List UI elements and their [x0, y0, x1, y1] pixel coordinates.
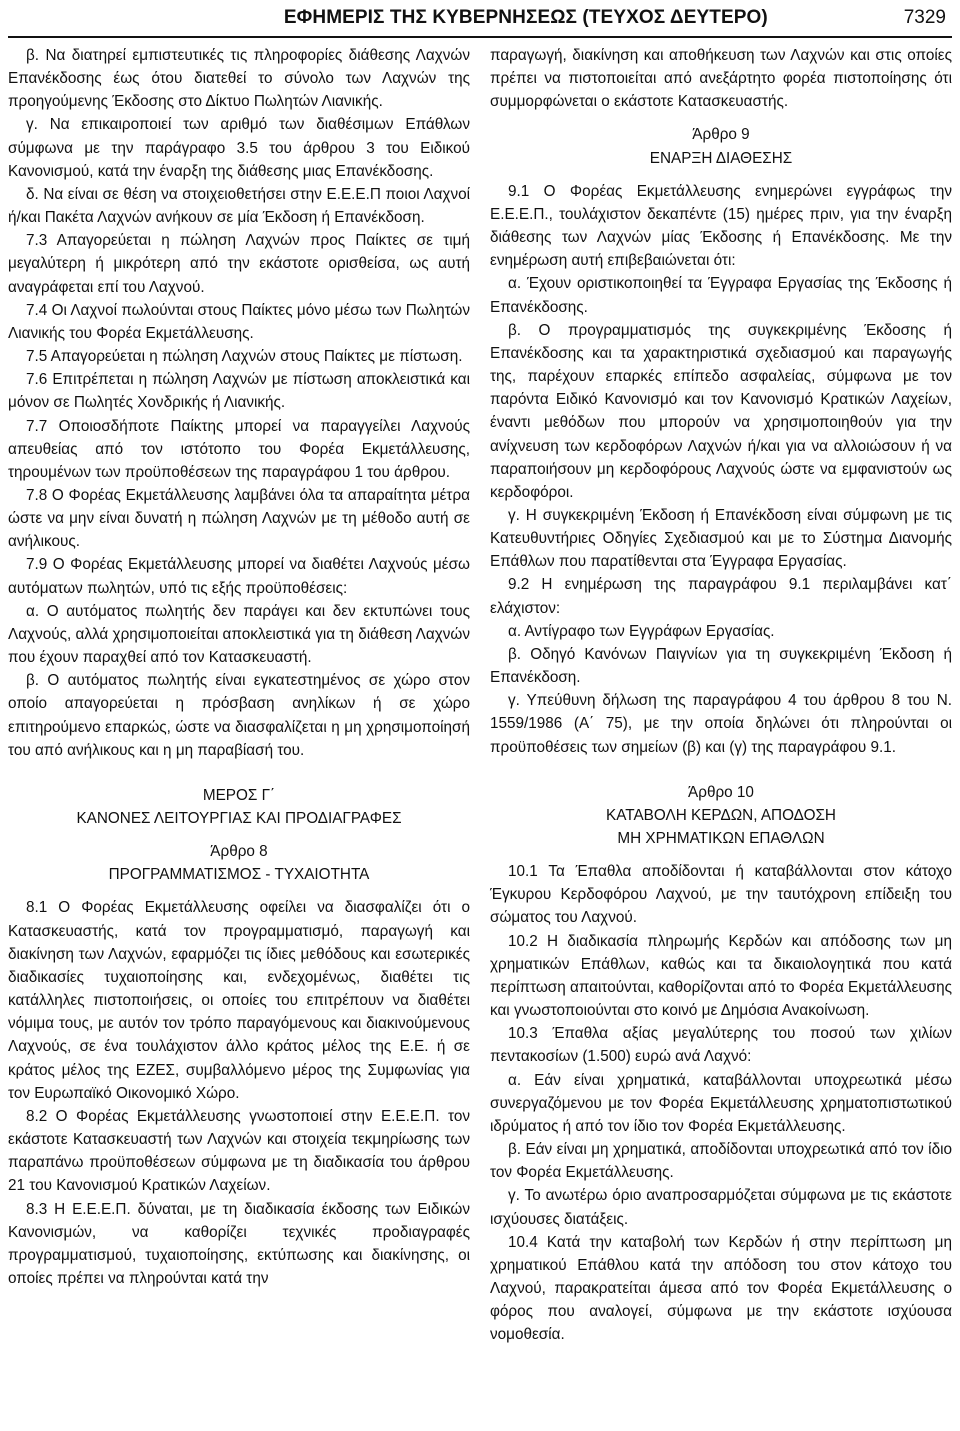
paragraph: 10.3 Έπαθλα αξίας μεγαλύτερης του ποσού των χιλίων πεντακοσίων (1.500) ευρώ ανά Λαχνό: [490, 1025, 952, 1066]
paragraph: γ. Το ανωτέρω όριο αναπροσαρμόζεται σύμφωνα με τις εκάστοτε ισχύουσες διατάξεις. [490, 1187, 952, 1228]
paragraph: 7.4 Οι Λαχνοί πωλούνται στους Παίκτες μόνο μέσω των Πωλητών Λιανικής του Φορέα Εκμετάλλευσης. [8, 301, 470, 342]
paragraph: α. Έχουν οριστικοποιηθεί τα Έγγραφα Εργασίας της Έκδοσης ή Επανέκδοσης. [490, 275, 952, 316]
paragraph: 9.1 Ο Φορέας Εκμετάλλευσης ενημερώνει εγγράφως την Ε.Ε.Ε.Π., τουλάχιστον δεκαπέντε (15) ημέρες πριν, για την έναρξη διάθεσης των Λαχνών μίας Έκδοσης ή Επανέκδοσης. Με την ενημέρωση αυτή επιβεβαιώνεται ότι: [490, 182, 952, 270]
paragraph: 7.3 Απαγορεύεται η πώληση Λαχνών προς Παίκτες σε τιμή μεγαλύτερη ή μικρότερη από την εκάστοτε ορισθείσα, ως αυτή αναγράφεται επί του Λαχνού. [8, 232, 470, 296]
paragraph: 10.2 Η διαδικασία πληρωμής Κερδών και απόδοσης των μη χρηματικών Επάθλων, καθώς και τα δικαιολογητικά που κατά περίπτωση απαιτούνται, καθορίζονται από το Φορέα Εκμετάλλευσης και γνωστοποιούνται στο κοινό με Δημόσια Ανακοίνωση. [490, 932, 952, 1020]
part-heading: ΜΕΡΟΣ Γ΄ [202, 786, 276, 804]
paragraph: 8.3 Η Ε.Ε.Ε.Π. δύναται, με τη διαδικασία έκδοσης των Ειδικών Κανονισμών, να καθορίζει τεχνικές προδιαγραφές προγραμματισμού, τυχαιοποίησης, εκτύπωσης και διακίνησης, οι οποίες πρέπει να πληρούνται κατά την [8, 1200, 470, 1287]
paragraph: γ. Η συγκεκριμένη Έκδοση ή Επανέκδοση είναι σύμφωνη με τις Κατευθυντήριες Οδηγίες Σχεδιασμού και με το Σύστημα Διανομής Επάθλων που παρατίθενται στα Έγγραφα Εργασίας. [490, 506, 952, 571]
article-title: ΕΝΑΡΞΗ ΔΙΑΘΕΣΗΣ [649, 149, 793, 167]
page-header [8, 0, 952, 36]
paragraph: 8.2 Ο Φορέας Εκμετάλλευσης γνωστοποιεί στην Ε.Ε.Ε.Π. τον εκάστοτε Κατασκευαστή των Λαχνών και στοιχεία τεκμηρίωσης των παραπάνω προϋποθέσεων σύμφωνα με τη διαδικασία του άρθρου 21 του Κανονισμού Κρατικών Λαχείων. [8, 1107, 470, 1195]
header-rule [8, 36, 952, 38]
article-heading: Άρθρο 8 [210, 843, 268, 861]
paragraph: γ. Υπεύθυνη δήλωση της παραγράφου 4 του άρθρου 8 του Ν. 1559/1986 (Α΄ 75), με την οποία δηλώνει ότι πληρούνται οι προϋποθέσεις των σημείων (β) και (γ) της παραγράφου 9.1. [490, 692, 952, 756]
paragraph: β. Να διατηρεί εμπιστευτικές τις πληροφορίες διάθεσης Λαχνών Επανέκδοσης έως ότου διατεθεί το σύνολο των Λαχνών της προηγούμενης Έκδοσης στο Δίκτυο Πωλητών Λιανικής. [8, 47, 470, 111]
page-number: 7329 [903, 7, 946, 28]
paragraph: β. Εάν είναι μη χρηματικά, αποδίδονται υποχρεωτικά από τον ίδιο τον Φορέα Εκμετάλλευσης. [490, 1141, 952, 1182]
left-column [8, 44, 470, 1290]
paragraph: β. Ο αυτόματος πωλητής είναι εγκατεστημένος σε χώρο στον οποίο απαγορεύεται η πρόσβαση ανηλίκων ή σε χώρο επιτηρούμενο επαρκώς, ώστε να διασφαλίζεται η μη χρησιμοποίησή του από ανήλικους και η μη παραβίασή του. [8, 672, 470, 759]
paragraph: 8.1 Ο Φορέας Εκμετάλλευσης οφείλει να διασφαλίζει ότι ο Κατασκευαστής, κατά τον προγραμματισμό, παραγωγή και διακίνηση των Λαχνών, εφαρμόζει τις ίδιες μεθόδους και εσωτερικές διαδικασίες τυχαιοποίησης και, ενδεχομένως, διαθέτει τις κατάλληλες πιστοποιήσεις, οι οποίες του επιτρέπουν να διαθέτει νόμιμα τους, με αυτόν τον τρόπο παραγόμενους και διακινούμενους Λαχνούς, σε ένα τουλάχιστον άλλο κράτος μέλος της Ε.Ε. ή σε κράτος μέλος της ΕΖΕΣ, συμβαλλόμενο μέρος της Συμφωνίας για τον Ευρωπαϊκό Οικονομικό Χώρο. [8, 899, 470, 1102]
paragraph: 9.2 Η ενημέρωση της παραγράφου 9.1 περιλαμβάνει κατ΄ ελάχιστον: [490, 576, 952, 617]
paragraph: α. Ο αυτόματος πωλητής δεν παράγει και δεν εκτυπώνει τους Λαχνούς, αλλά χρησιμοποιείται αποκλειστικά για τη διάθεση Λαχνών που έχουν παραχθεί από τον Κατασκευαστή. [8, 602, 470, 667]
paragraph: παραγωγή, διακίνηση και αποθήκευση των Λαχνών και στις οποίες πρέπει να πιστοποιείται από ανεξάρτητο φορέα πιστοποίησης ότι συμμορφώνεται ο εκάστοτε Κατασκευαστής. [490, 47, 952, 111]
article-title: ΠΡΟΓΡΑΜΜΑΤΙΣΜΟΣ - ΤΥΧΑΙΟΤΗΤΑ [108, 866, 370, 884]
paragraph: 7.5 Απαγορεύεται η πώληση Λαχνών στους Παίκτες με πίστωση. [26, 348, 463, 366]
paragraph: 7.8 Ο Φορέας Εκμετάλλευσης λαμβάνει όλα τα απαραίτητα μέτρα ώστε να μην είναι δυνατή η πώληση Λαχνών με τη μέθοδο αυτή σε ανήλικους. [8, 486, 470, 551]
right-column [490, 44, 952, 1346]
gazette-title: ΕΦΗΜΕΡΙΣ ΤΗΣ ΚΥΒΕΡΝΗΣΕΩΣ (ΤΕΥΧΟΣ ΔΕΥΤΕΡΟ) [283, 7, 768, 28]
paragraph: 10.1 Τα Έπαθλα αποδίδονται ή καταβάλλονται στον κάτοχο Έγκυρου Κερδοφόρου Λαχνού, με την ταυτόχρονη επίδειξη του σώματος του Λαχνού. [490, 863, 952, 927]
article-heading: Άρθρο 9 [692, 126, 750, 144]
paragraph: γ. Να επικαιροποιεί των αριθμό των διαθέσιμων Επάθλων σύμφωνα με την παράγραφο 3.5 του άρθρου 3 του Ειδικού Κανονισμού, κατά την έναρξη της διάθεσης μιας Επανέκδοσης. [8, 116, 470, 180]
paragraph: β. Ο προγραμματισμός της συγκεκριμένης Έκδοσης ή Επανέκδοσης και τα χαρακτηριστικά σχεδιασμού και παραγωγής της, παρέχουν επαρκές επίπεδο ασφαλείας, σύμφωνα με τον παρόντα Ειδικό Κανονισμό και τον Κανονισμό Κρατικών Λαχείων, έναντι μεθόδων που μπορούν να χρησιμοποιηθούν για την ανίχνευση των κερδοφόρων Λαχνών ή/και για να αλλοιώσουν ή να παραποιήσουν μη κερδοφόρους Λαχνούς ώστε να εμφανιστούν ως κερδοφόροι. [490, 321, 952, 501]
paragraph: 7.6 Επιτρέπεται η πώληση Λαχνών με πίστωση αποκλειστικά και μόνον σε Πωλητές Χονδρικής ή Λιανικής. [8, 371, 470, 412]
article-title: ΜΗ ΧΡΗΜΑΤΙΚΩΝ ΕΠΑΘΛΩΝ [617, 830, 825, 847]
paragraph: 7.9 Ο Φορέας Εκμετάλλευσης μπορεί να διαθέτει Λαχνούς μέσω αυτόματων πωλητών, υπό τις εξής προϋποθέσεις: [8, 556, 470, 597]
paragraph: α. Εάν είναι χρηματικά, καταβάλλονται υποχρεωτικά μέσω συνεργαζόμενου με τον Φορέα Εκμετάλλευσης χρηματοπιστωτικού ιδρύματος ή από τον ίδιο τον Φορέα Εκμετάλλευσης. [490, 1071, 952, 1135]
paragraph: 7.7 Οποιοσδήποτε Παίκτης μπορεί να παραγγείλει Λαχνούς απευθείας από τον ιστότοπο του Φορέα Εκμετάλλευσης, τηρουμένων των προϋποθέσεων της παραγράφου 1 του άρθρου. [8, 417, 470, 481]
paragraph: α. Αντίγραφο των Εγγράφων Εργασίας. [508, 622, 775, 640]
article-title: ΚΑΤΑΒΟΛΗ ΚΕΡΔΩΝ, ΑΠΟΔΟΣΗ [606, 806, 836, 824]
part-title: ΚΑΝΟΝΕΣ ΛΕΙΤΟΥΡΓΙΑΣ ΚΑΙ ΠΡΟΔΙΑΓΡΑΦΕΣ [76, 810, 402, 827]
paragraph: β. Οδηγό Κανόνων Παιγνίων για τη συγκεκριμένη Έκδοση ή Επανέκδοση. [490, 645, 952, 687]
paragraph: δ. Να είναι σε θέση να στοιχειοθετήσει στην Ε.Ε.Ε.Π ποιοι Λαχνοί ή/και Πακέτα Λαχνών ανήκουν σε μία Έκδοση ή Επανέκδοση. [8, 185, 470, 227]
article-heading: Άρθρο 10 [688, 783, 754, 801]
paragraph: 10.4 Κατά την καταβολή των Κερδών ή στην περίπτωση μη χρηματικού Επάθλου κατά την απόδοση του στον κάτοχο του Λαχνού, παρακρατείται άμεσα από τον Φορέα Εκμετάλλευσης ο φόρος που αναλογεί, σύμφωνα με την εκάστοτε ισχύουσα νομοθεσία. [490, 1233, 952, 1344]
